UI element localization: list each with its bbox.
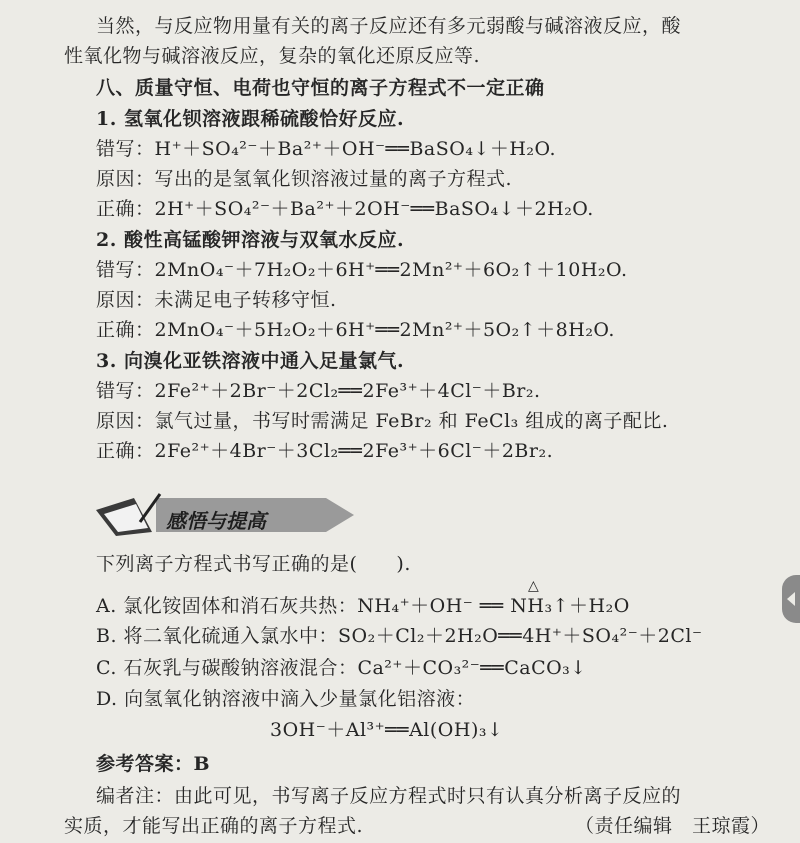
editor-note-line-2: 实质，才能写出正确的离子方程式.	[64, 815, 364, 837]
answer: 参考答案：B	[96, 753, 211, 775]
banner-label: 感悟与提高	[166, 509, 266, 533]
example-2-reason: 原因：未满足电子转移守恒.	[96, 289, 337, 311]
intro-line-1: 当然，与反应物用量有关的离子反应还有多元弱酸与碱溶液反应，酸	[96, 15, 682, 37]
option-d: D. 向氢氧化钠溶液中滴入少量氯化铝溶液：	[96, 688, 476, 710]
example-3-wrong: 错写：2Fe²⁺＋2Br⁻＋2Cl₂══2Fe³⁺＋4Cl⁻＋Br₂.	[96, 380, 541, 402]
section-heading: 八、质量守恒、电荷也守恒的离子方程式不一定正确	[96, 77, 545, 99]
option-c: C. 石灰乳与碳酸钠溶液混合：Ca²⁺＋CO₃²⁻══CaCO₃↓	[96, 657, 587, 679]
question-stem: 下列离子方程式书写正确的是( ).	[96, 553, 411, 575]
example-2-title: 2. 酸性高锰酸钾溶液与双氧水反应.	[96, 229, 405, 251]
example-1-correct: 正确：2H⁺＋SO₄²⁻＋Ba²⁺＋2OH⁻══BaSO₄↓＋2H₂O.	[96, 198, 594, 220]
example-1-wrong: 错写：H⁺＋SO₄²⁻＋Ba²⁺＋OH⁻══BaSO₄↓＋H₂O.	[96, 138, 557, 160]
example-3-correct: 正确：2Fe²⁺＋4Br⁻＋3Cl₂══2Fe³⁺＋6Cl⁻＋2Br₂.	[96, 440, 554, 462]
example-3-reason: 原因：氯气过量，书写时需满足 FeBr₂ 和 FeCl₃ 组成的离子配比.	[96, 410, 669, 432]
example-1-title: 1. 氢氧化钡溶液跟稀硫酸恰好反应.	[96, 108, 405, 130]
example-1-reason: 原因：写出的是氢氧化钡溶液过量的离子方程式.	[96, 168, 513, 190]
intro-line-2: 性氧化物与碱溶液反应，复杂的氧化还原反应等.	[64, 45, 481, 67]
option-b: B. 将二氧化硫通入氯水中：SO₂＋Cl₂＋2H₂O══4H⁺＋SO₄²⁻＋2Cl⁻	[96, 625, 703, 647]
example-2-wrong: 错写：2MnO₄⁻＋7H₂O₂＋6H⁺══2Mn²⁺＋6O₂↑＋10H₂O.	[96, 259, 628, 281]
example-3-title: 3. 向溴化亚铁溶液中通入足量氯气.	[96, 350, 405, 372]
heat-condition-symbol: △	[528, 578, 540, 594]
option-d-equation: 3OH⁻＋Al³⁺══Al(OH)₃↓	[270, 719, 504, 741]
editor-credit: （责任编辑 王琼霞）	[575, 815, 771, 837]
page-turn-tab[interactable]	[782, 575, 800, 623]
editor-note-line-1: 编者注：由此可见，书写离子反应方程式时只有认真分析离子反应的	[96, 785, 682, 807]
option-a	[96, 594, 630, 618]
example-2-correct: 正确：2MnO₄⁻＋5H₂O₂＋6H⁺══2Mn²⁺＋5O₂↑＋8H₂O.	[96, 319, 615, 341]
option-a-text: A. 氯化铵固体和消石灰共热：NH₄⁺＋OH⁻ ══ NH₃↑＋H₂O	[96, 595, 630, 617]
